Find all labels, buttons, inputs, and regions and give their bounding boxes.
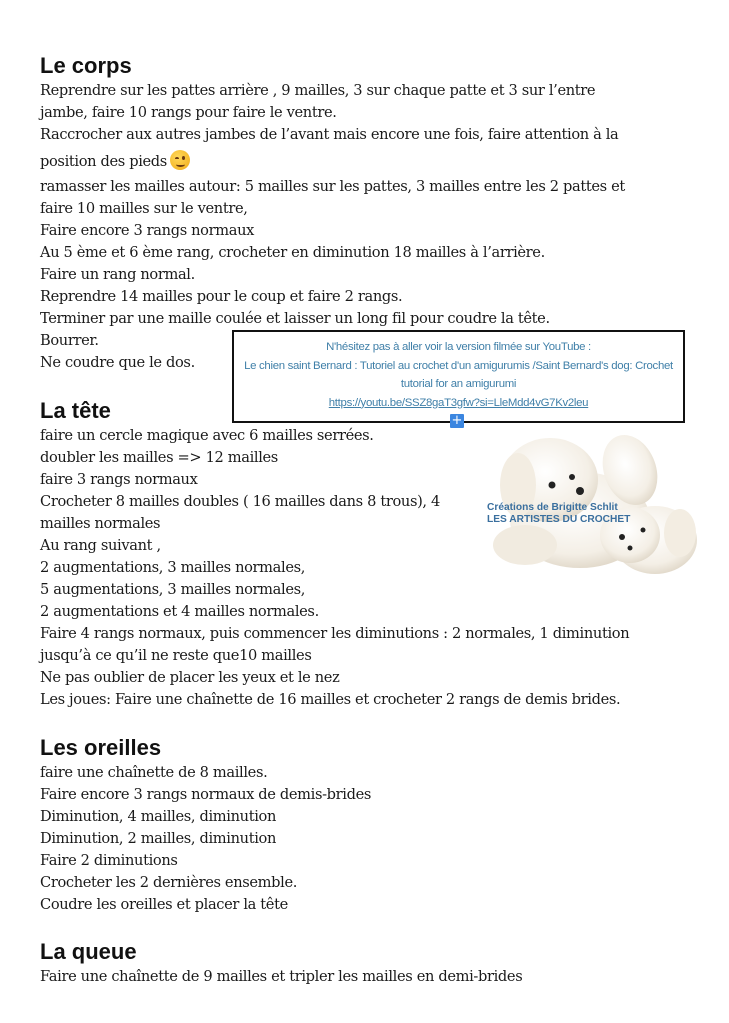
text-line: faire 3 rangs normaux xyxy=(40,471,198,488)
watermark-line: LES ARTISTES DU CROCHET xyxy=(487,514,631,525)
text-line: ramasser les mailles autour: 5 mailles sur les pattes, 3 mailles entre les 2 pattes et xyxy=(40,178,625,195)
heading-la-queue: La queue xyxy=(40,939,137,964)
text-line: doubler les mailles => 12 mailles xyxy=(40,449,278,466)
big-dog-nose xyxy=(576,487,584,495)
text-line: Terminer par une maille coulée et laisser un long fil pour coudre la tête. xyxy=(40,310,550,327)
text-line: Au rang suivant , xyxy=(40,537,161,554)
text-line: Ne coudre que le dos. xyxy=(40,354,195,371)
text-line: Coudre les oreilles et placer la tête xyxy=(40,896,288,913)
text-line: Ne pas oublier de placer les yeux et le nez xyxy=(40,669,340,686)
youtube-link[interactable]: https://youtu.be/SSZ8gaT3gfw?si=LleMdd4vG7Kv2leu xyxy=(328,396,589,409)
small-dog-ear xyxy=(664,509,696,557)
small-dog-nose xyxy=(628,546,633,551)
heading-le-corps: Le corps xyxy=(40,53,132,78)
video-title-text-cont: tutorial for an amigurumi xyxy=(400,378,517,390)
text-line: Faire encore 3 rangs normaux de demis-brides xyxy=(40,786,372,803)
watermark-line: Créations de Brigitte Schlit xyxy=(487,502,618,513)
text-line: Raccrocher aux autres jambes de l’avant mais encore une fois, faire attention à la xyxy=(40,126,619,143)
text-line: Les joues: Faire une chaînette de 16 mailles et crocheter 2 rangs de demis brides. xyxy=(40,691,621,708)
text-line: Faire encore 3 rangs normaux xyxy=(40,222,255,239)
big-dog-eye xyxy=(569,474,575,480)
big-dog-eye xyxy=(549,482,556,489)
image-watermark xyxy=(487,502,630,526)
text-line: Reprendre 14 mailles pour le coup et faire 2 rangs. xyxy=(40,288,403,305)
text-line: faire un cercle magique avec 6 mailles serrées. xyxy=(40,427,374,444)
text-line-with-emoji xyxy=(40,150,190,173)
text-line: Crocheter 8 mailles doubles ( 16 mailles dans 8 trous), 4 xyxy=(40,493,440,510)
text-segment: position des pieds xyxy=(40,153,167,170)
text-line: 2 augmentations et 4 mailles normales. xyxy=(40,603,319,620)
text-line: Faire 2 diminutions xyxy=(40,852,178,869)
small-dog-eye xyxy=(641,528,646,533)
text-line: mailles normales xyxy=(40,515,161,532)
text-line: faire 10 mailles sur le ventre, xyxy=(40,200,248,217)
text-line: Faire 4 rangs normaux, puis commencer les diminutions : 2 normales, 1 diminution xyxy=(40,625,630,642)
video-intro-text: N'hésitez pas à aller voir la version filmée sur YouTube : xyxy=(326,341,591,353)
big-dog-front-paw xyxy=(493,525,557,565)
text-line: jambe, faire 10 rangs pour faire le ventre. xyxy=(40,104,337,121)
text-line: Reprendre sur les pattes arrière , 9 mailles, 3 sur chaque patte et 3 sur l’entre xyxy=(40,82,596,99)
text-line: 5 augmentations, 3 mailles normales, xyxy=(40,581,306,598)
video-textbox-content xyxy=(234,338,683,412)
video-title-text: Le chien saint Bernard : Tutoriel au crochet d'un amigurumis /Saint Bernard's dog: Crochet xyxy=(244,359,673,372)
small-dog-eye xyxy=(619,534,625,540)
heading-la-tete: La tête xyxy=(40,398,111,423)
text-line: 2 augmentations, 3 mailles normales, xyxy=(40,559,306,576)
text-line: jusqu’à ce qu’il ne reste que10 mailles xyxy=(40,647,312,664)
heading-les-oreilles: Les oreilles xyxy=(40,735,162,760)
text-line: Au 5 ème et 6 ème rang, crocheter en diminution 18 mailles à l’arrière. xyxy=(40,244,545,261)
text-line: Diminution, 2 mailles, diminution xyxy=(40,830,277,847)
text-line: faire une chaînette de 8 mailles. xyxy=(40,764,268,781)
text-line: Bourrer. xyxy=(40,332,99,349)
text-line: Faire une chaînette de 9 mailles et tripler les mailles en demi-brides xyxy=(40,968,523,985)
text-line: Faire un rang normal. xyxy=(40,266,195,283)
text-line: Diminution, 4 mailles, diminution xyxy=(40,808,277,825)
text-line: Crocheter les 2 dernières ensemble. xyxy=(40,874,298,891)
plus-icon[interactable]: + xyxy=(451,413,463,428)
winking-face-icon xyxy=(170,150,190,170)
youtube-video-textbox[interactable] xyxy=(232,330,685,423)
